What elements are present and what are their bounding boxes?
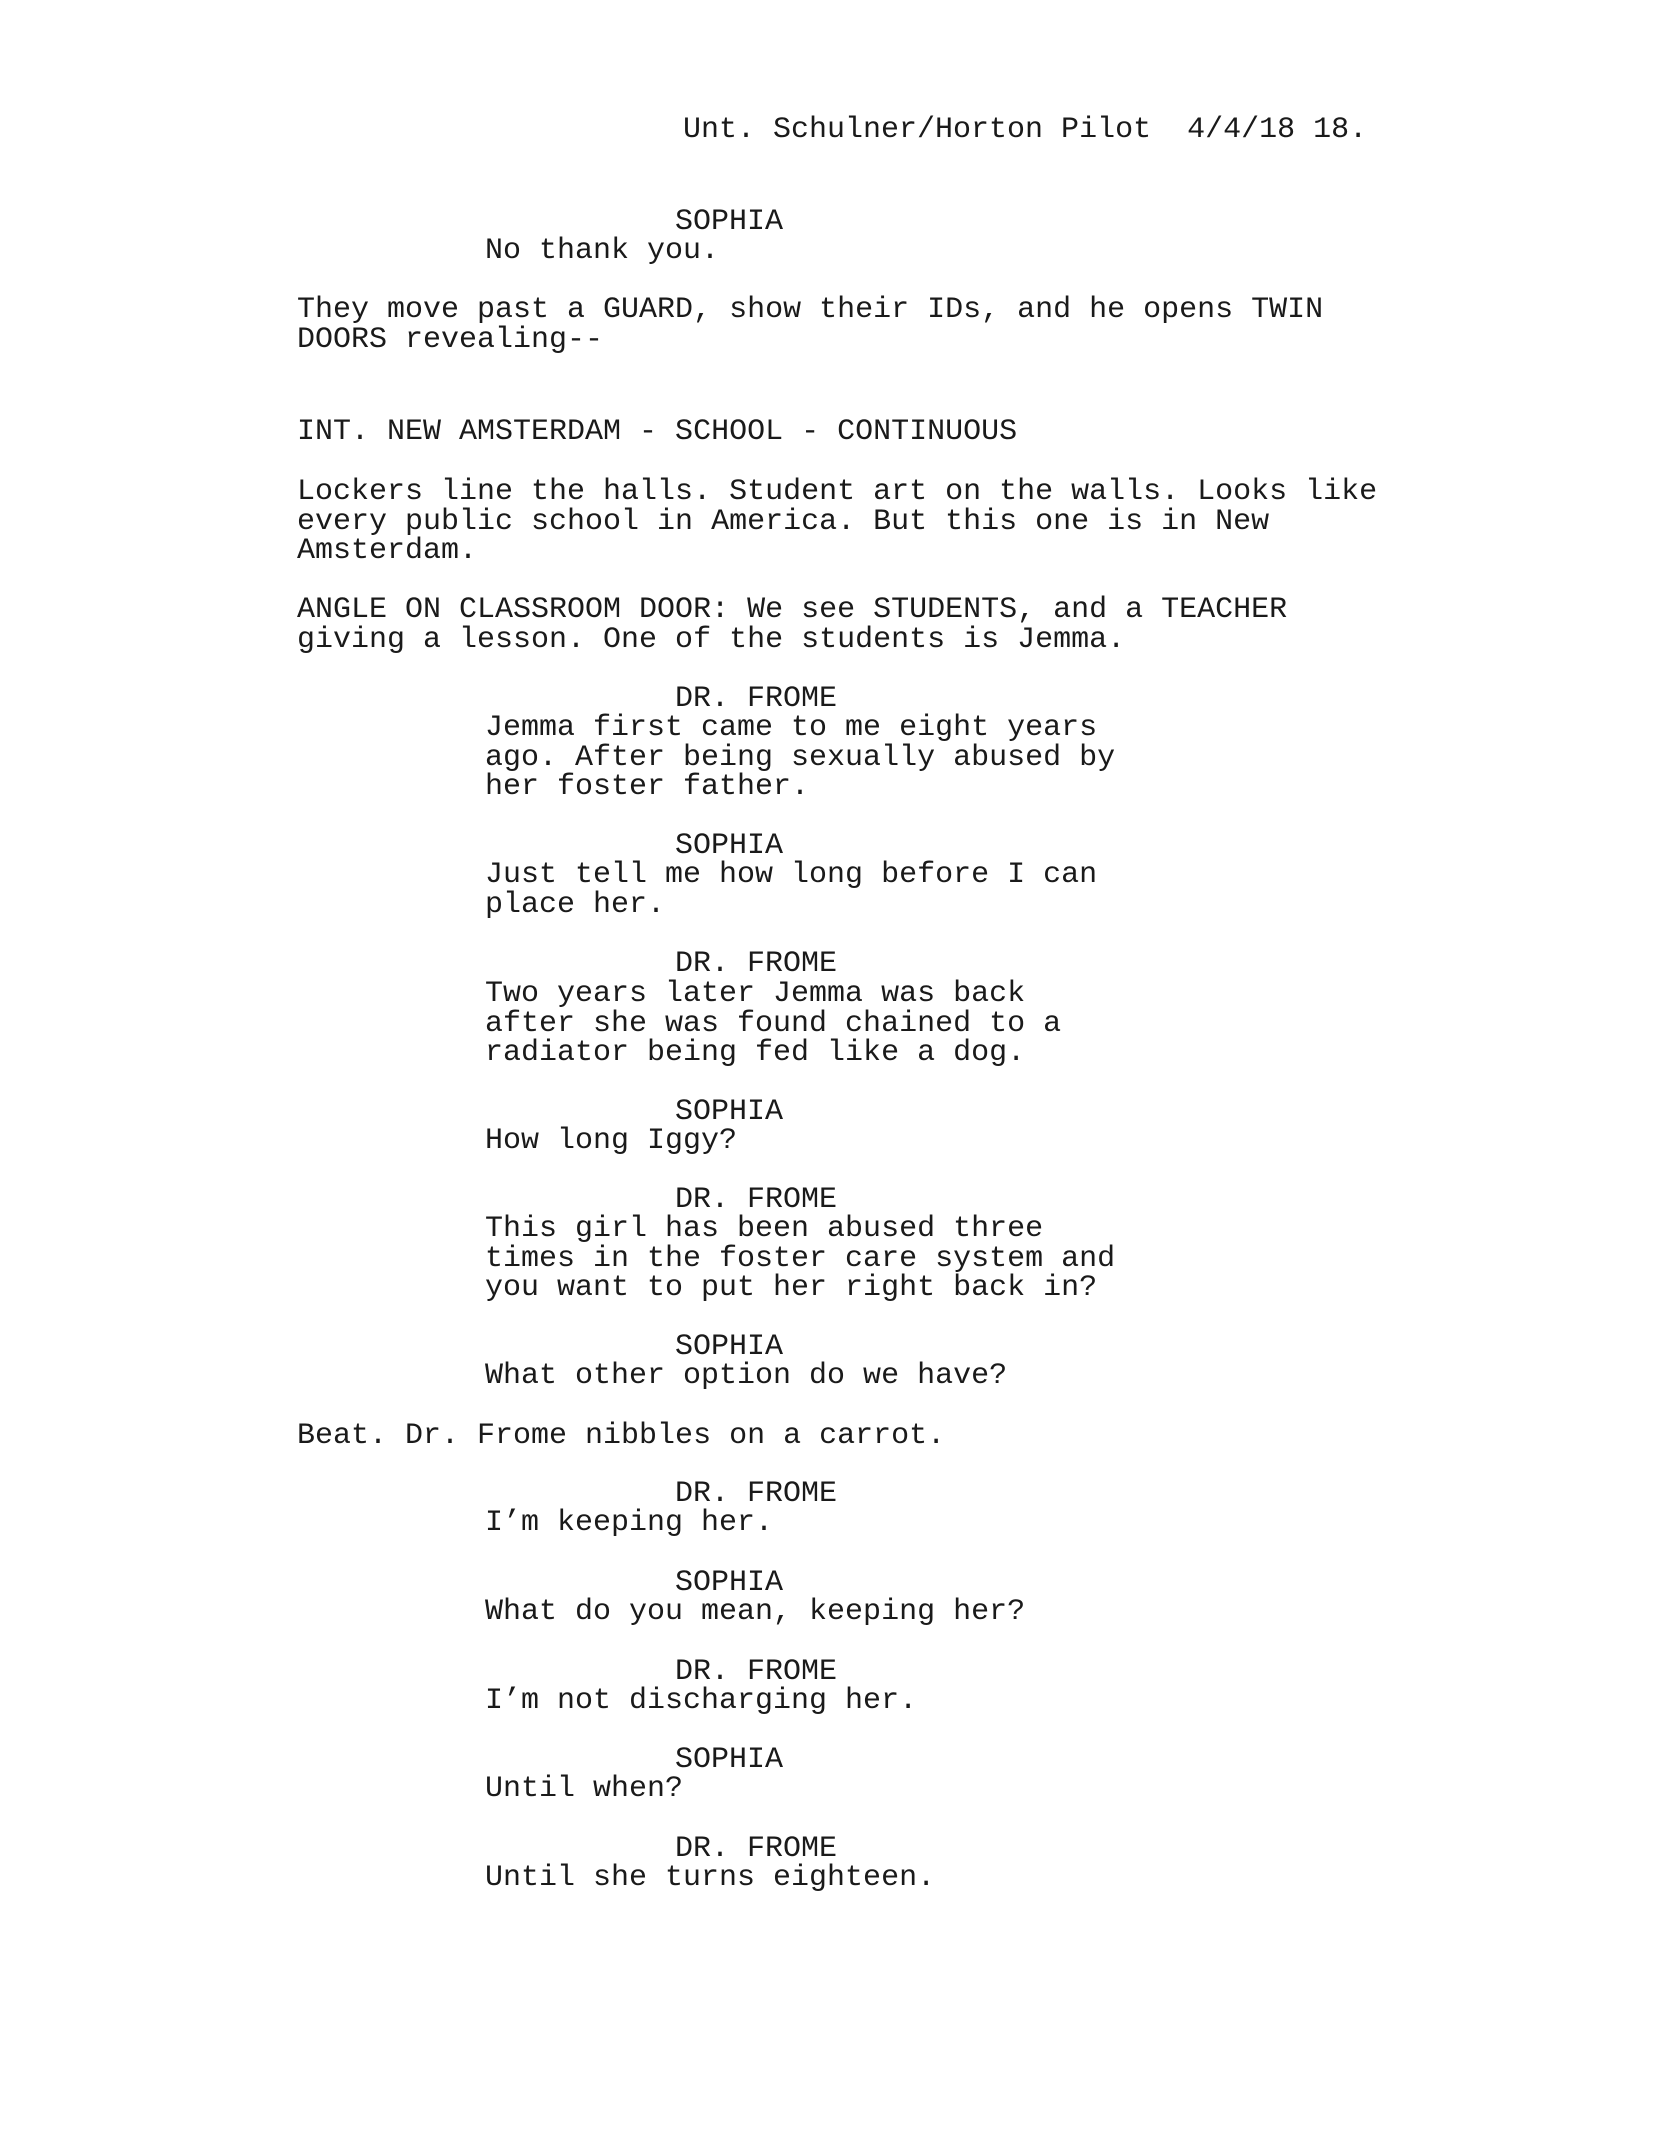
character-cue: DR. FROME — [675, 1477, 838, 1511]
dialogue-line: What do you mean, keeping her? — [485, 1595, 1026, 1629]
character-cue: SOPHIA — [675, 1743, 784, 1777]
character-cue: DR. FROME — [675, 682, 838, 716]
character-cue: SOPHIA — [675, 829, 784, 863]
character-cue: SOPHIA — [675, 1095, 784, 1129]
action-line: Lockers line the halls. Student art on the walls. Looks like every public school in America. But this one is in New Amsterdam. — [297, 475, 1378, 568]
character-cue: SOPHIA — [675, 1330, 784, 1364]
character-cue: SOPHIA — [675, 205, 784, 239]
dialogue-line: Two years later Jemma was back after she was found chained to a radiator being fed like a dog. — [485, 977, 1062, 1070]
dialogue-line: Until when? — [485, 1772, 684, 1806]
dialogue-line: What other option do we have? — [485, 1359, 1008, 1393]
character-cue: DR. FROME — [675, 1832, 838, 1866]
scene-heading: INT. NEW AMSTERDAM - SCHOOL - CONTINUOUS — [297, 415, 1018, 449]
dialogue-line: How long Iggy? — [485, 1124, 738, 1158]
dialogue-line: I’m not discharging her. — [485, 1684, 918, 1718]
page-header: Unt. Schulner/Horton Pilot 4/4/18 18. — [683, 113, 1368, 147]
character-cue: SOPHIA — [675, 1566, 784, 1600]
action-line: ANGLE ON CLASSROOM DOOR: We see STUDENTS, and a TEACHER giving a lesson. One of the students is Jemma. — [297, 593, 1288, 657]
dialogue-line: Just tell me how long before I can place her. — [485, 858, 1098, 922]
dialogue-line: I’m keeping her. — [485, 1506, 774, 1540]
dialogue-line: No thank you. — [485, 234, 720, 268]
dialogue-line: This girl has been abused three times in the foster care system and you want to put her right back in? — [485, 1212, 1116, 1305]
character-cue: DR. FROME — [675, 1655, 838, 1689]
character-cue: DR. FROME — [675, 947, 838, 981]
dialogue-line: Jemma first came to me eight years ago. After being sexually abused by her foster father. — [485, 711, 1116, 804]
character-cue: DR. FROME — [675, 1183, 838, 1217]
action-line: They move past a GUARD, show their IDs, and he opens TWIN DOORS revealing-- — [297, 293, 1324, 357]
action-line: Beat. Dr. Frome nibbles on a carrot. — [297, 1419, 946, 1453]
dialogue-line: Until she turns eighteen. — [485, 1861, 936, 1895]
